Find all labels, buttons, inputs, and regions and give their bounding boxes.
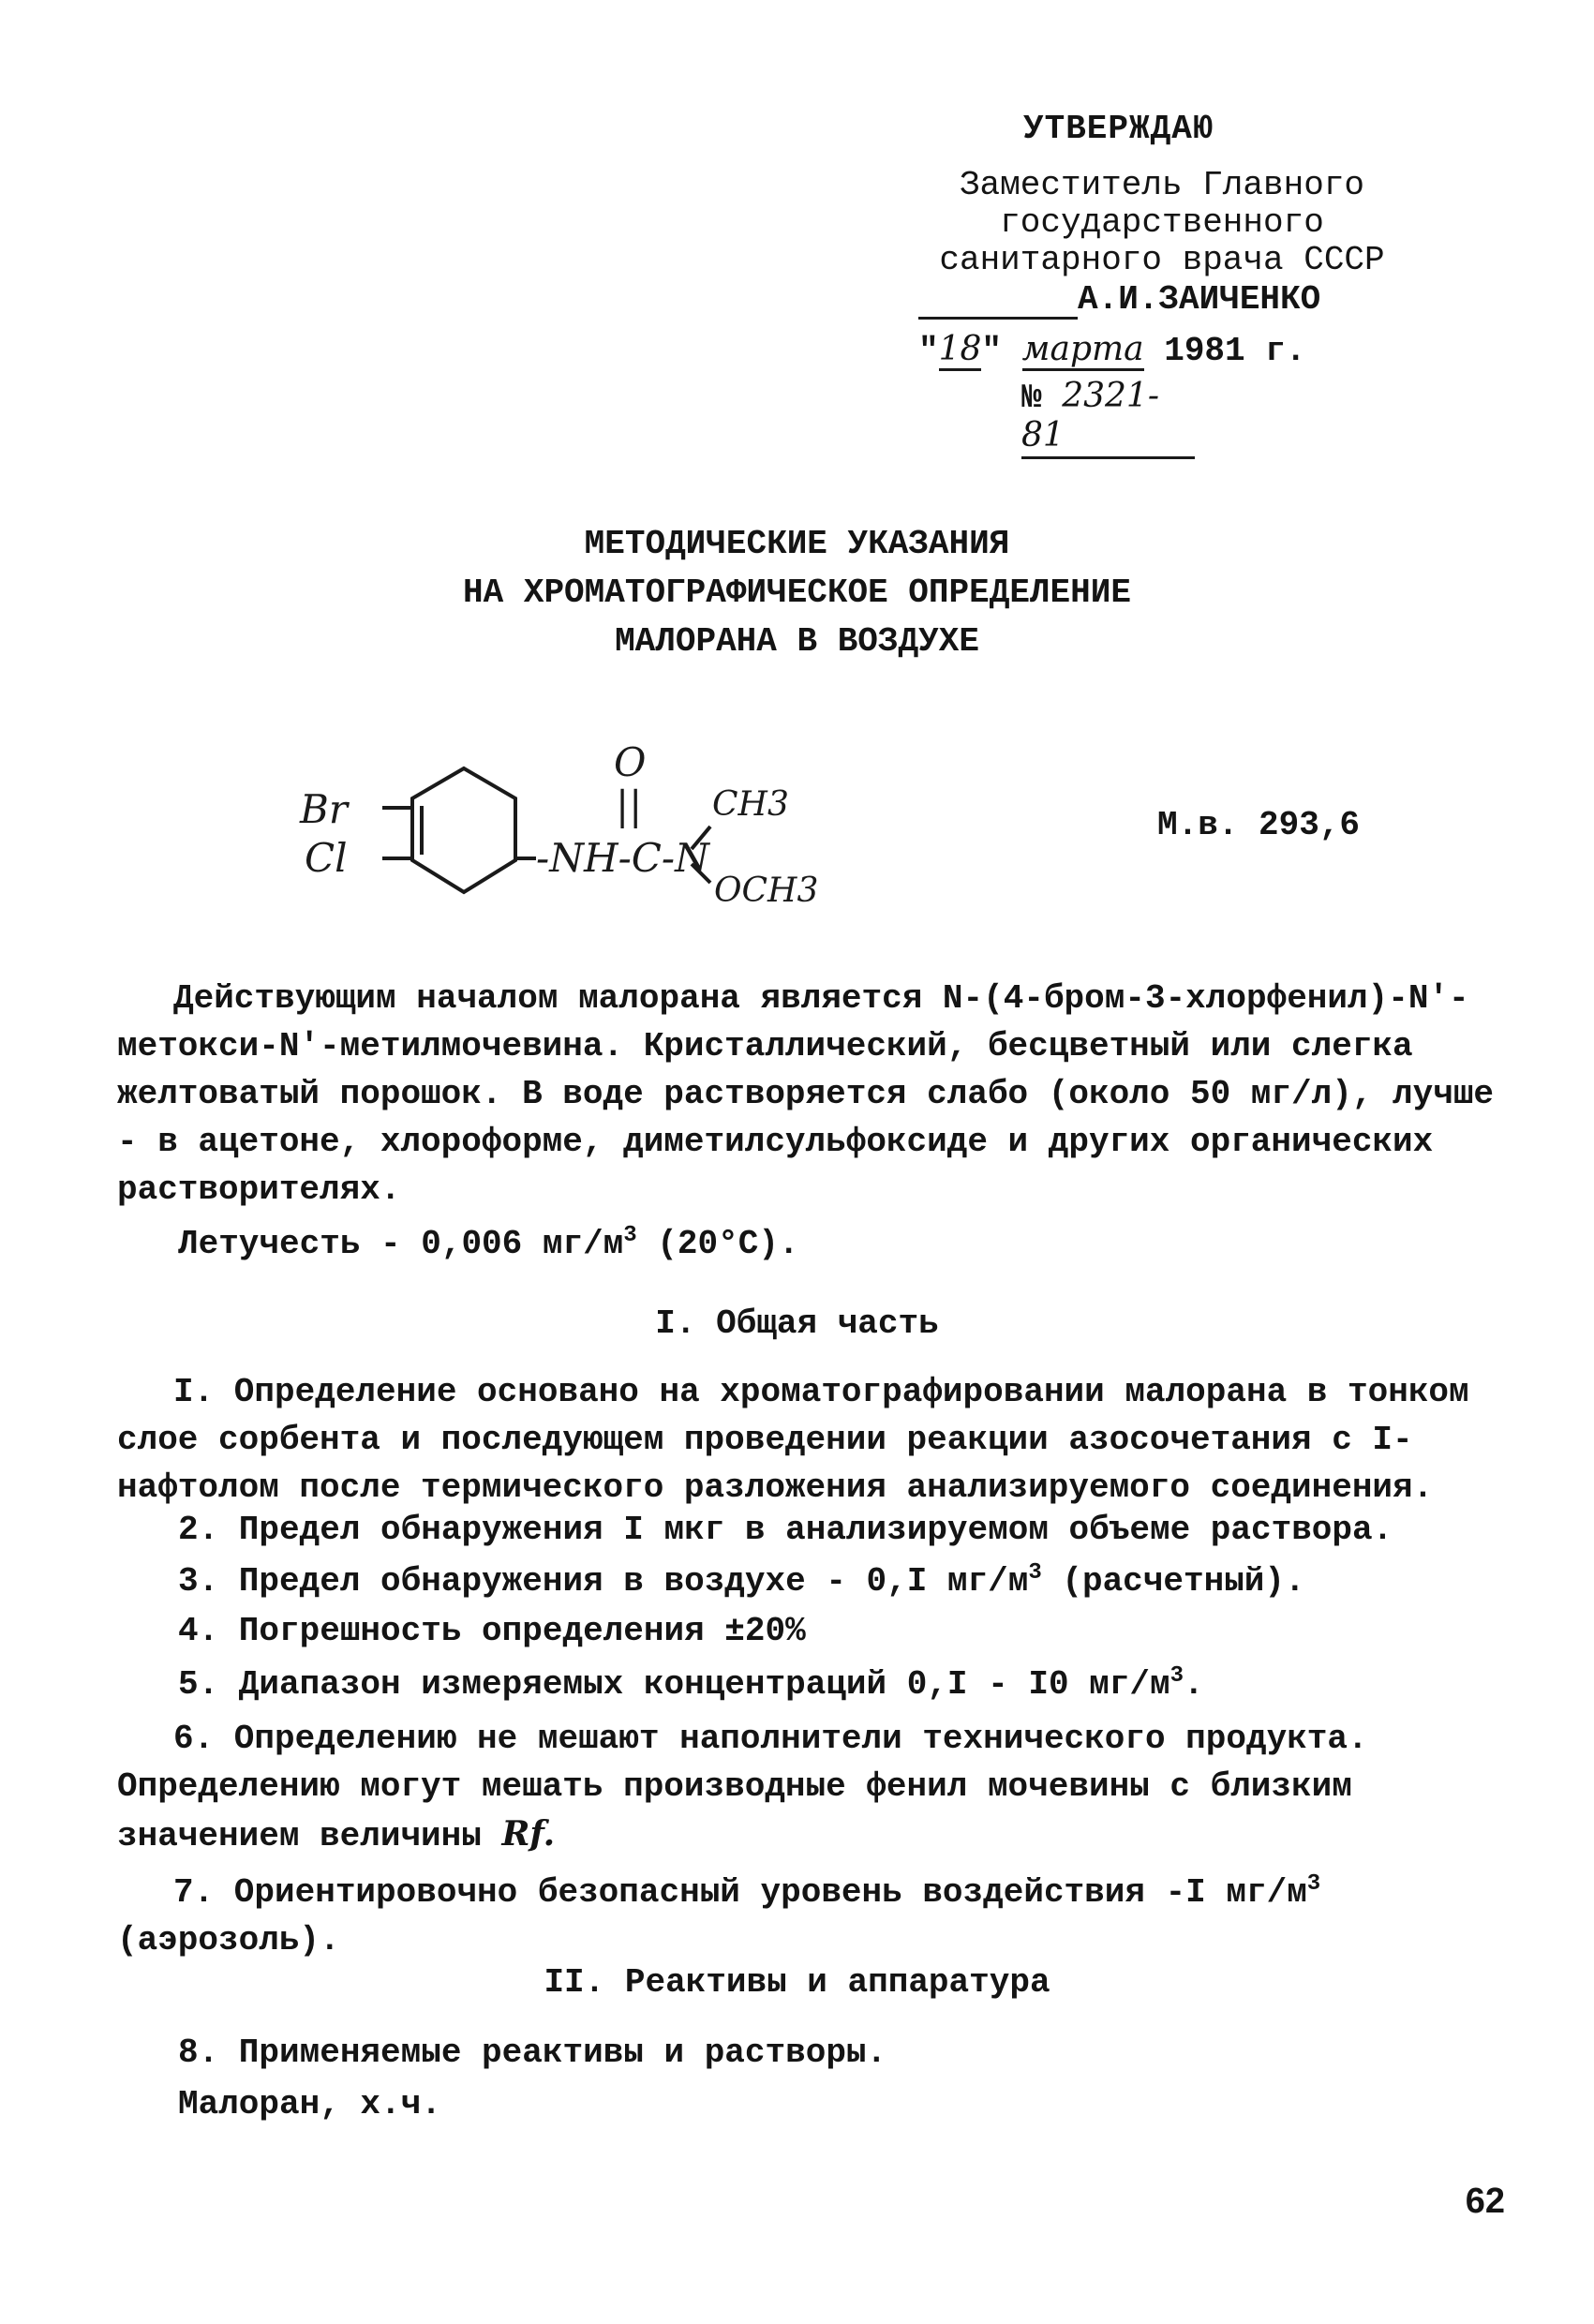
volatility-end: (20°С). [657,1225,799,1263]
approval-name: А.И.ЗАИЧЕНКО [1078,280,1321,319]
item7-text: 7. Ориентировочно безопасный уровень воздействия -I мг/м [173,1873,1307,1912]
section1-item6 [117,1715,1495,1860]
document-title [0,520,1594,666]
number-prefix: № [1021,379,1042,417]
section1-item1 [117,1368,1495,1512]
intro-paragraph [117,975,1495,1214]
signature-scribble [918,279,1078,320]
item7-sup: 3 [1306,1871,1321,1897]
page-number: 62 [1465,2182,1505,2221]
section1-heading: I. Общая часть [655,1304,939,1343]
och3-label: OCH3 [714,872,819,910]
section2-heading: II. Реактивы и аппаратура [544,1963,1050,2002]
section2-item8: 8. Применяемые реактивы и растворы. [178,2034,887,2072]
approval-position-line3: санитарного врача СССР [939,241,1385,279]
volatility-line [178,1223,799,1263]
title-line3: МАЛОРАНА В ВОЗДУХЕ [615,622,979,661]
section1-item5 [178,1663,1204,1704]
volatility-text: Летучесть - 0,006 мг/м [178,1225,624,1263]
item6-text: 6. Определению не мешают наполнители технического продукта. Определению могут мешать производные фенил мочевины с близким значением величины [117,1720,1368,1855]
approval-position [900,167,1424,279]
cl-label: Cl [305,835,348,881]
section1-item2: 2. Предел обнаружения I мкг в анализируемом объеме раствора. [178,1511,1393,1549]
item1-text: I. Определение основано на хроматографировании малорана в тонком слое сорбента и последующем проведении реакции азосочетания с I-нафтолом после термического разложения анализируемого соединения. [117,1373,1469,1507]
section1-item7 [117,1860,1495,1964]
number-value: 2321-81 [1021,377,1159,454]
approval-position-line1: Заместитель Главного [959,166,1365,204]
item3-sup: 3 [1028,1560,1042,1586]
approval-signature-line [918,279,1320,320]
rf-label: Rf. [501,1814,556,1854]
date-year: 1981 г. [1164,332,1306,370]
item7-end: (аэрозоль). [117,1921,340,1959]
br-label: Br [300,786,348,832]
ch3-label: CH3 [712,785,789,824]
structural-formula [281,740,890,928]
item5-sup: 3 [1169,1663,1184,1689]
item3-end: (расчетный). [1062,1562,1305,1601]
double-bond-label: || [616,782,643,828]
approval-position-line2: государственного [1000,203,1324,242]
approval-heading: УТВЕРЖДАЮ [1023,110,1214,148]
o-label: O [614,740,647,785]
volatility-sup: 3 [623,1223,637,1248]
approval-number [1021,378,1195,459]
intro-text: Действующим началом малорана является N-(4-бром-3-хлорфенил)-N'-метокси-N'-метилмочевина. Кристаллический, бесцветный или слегка желтоватый порошок. В воде растворяется слабо (около 50 мг/л), лучше - в ацетоне, хлороформе, диметилсульфоксиде и других органических растворителях. [117,979,1495,1209]
chain-label: -NH-C-N [536,835,709,881]
title-line1: МЕТОДИЧЕСКИЕ УКАЗАНИЯ [584,525,1010,563]
date-day: 18 [939,330,982,371]
date-month: марта [1022,330,1144,371]
item5-end: . [1183,1665,1204,1704]
section1-item3 [178,1560,1305,1601]
title-line2: НА ХРОМАТОГРАФИЧЕСКОЕ ОПРЕДЕЛЕНИЕ [463,574,1131,612]
section1-item4: 4. Погрешность определения ±20% [178,1612,806,1650]
item5-text: 5. Диапазон измеряемых концентраций 0,I - I0 мг/м [178,1665,1170,1704]
reagent-maloran: Малоран, х.ч. [178,2085,441,2123]
molecular-weight: М.в. 293,6 [1157,806,1361,844]
approval-date: "18" марта 1981 г. [918,330,1306,370]
item3-text: 3. Предел обнаружения в воздухе - 0,I мг/м [178,1562,1029,1601]
